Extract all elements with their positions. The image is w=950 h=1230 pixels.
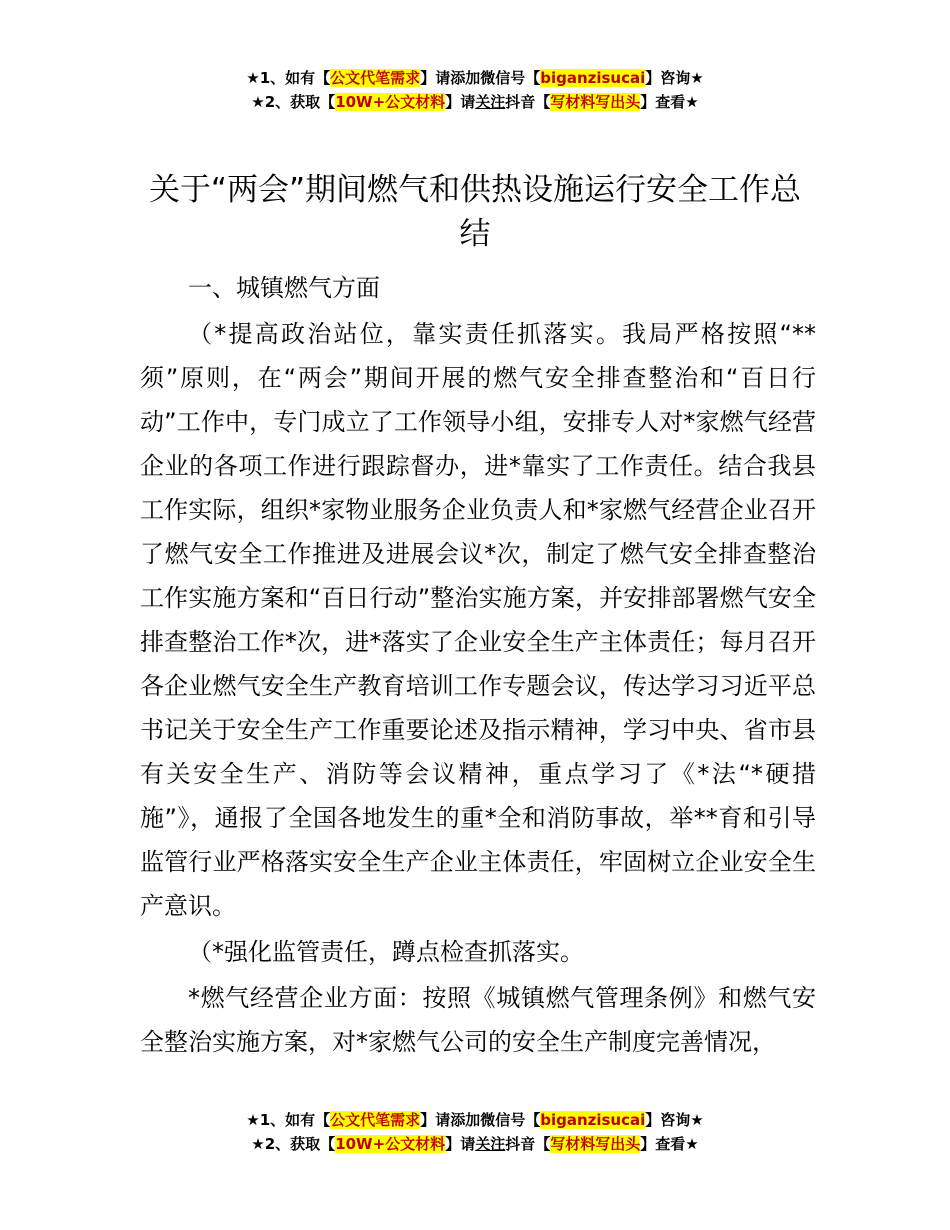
document-title: 关于“两会”期间燃气和供热设施运行安全工作总结 [148,172,802,252]
banner-line-2 [0,1132,950,1156]
banner-text: 】请 [445,1135,476,1153]
paragraph-2: （*强化监管责任，蹲点检查抓落实。 [188,938,584,966]
banner-text: 】请添加微信号【 [420,1111,541,1129]
banner-text: 抖音【 [505,1135,551,1153]
banner-text: 】查看★ [640,1135,699,1153]
banner-text: 2、获取【 [264,93,336,111]
paragraph-1: （*提高政治站位，靠实责任抓落实。我局严格按照“**须”原则，在“两会”期间开展的燃气安全排查整治和“百日行动”工作中，专门成立了工作领导小组，安排专人对*家燃气经营企业的各项工作进行跟踪督办，进*靠实了工作责任。结合我县工作实际，组织*家物业服务企业负责人和*家燃气经营企业召开了燃气安全工作推进及进展会议*次，制定了燃气安全排查整治工作实施方案和“百日行动”整治实施方案，并安排部署燃气安全排查整治工作*次，进*落实了企业安全生产主体责任；每月召开各企业燃气安全生产教育培训工作专题会议，传达学习习近平总书记关于安全生产工作重要论述及指示精神，学习中央、省市县有关安全生产、消防等会议精神，重点学习了《*法“*硬措施”》，通报了全国各地发生的重*全和消防事故，举**育和引导监管行业严格落实安全生产企业主体责任，牢固树立企业安全生产意识。 [140,320,816,920]
underline-follow: 关注 [475,1135,506,1153]
highlight-service: 公文代笔需求 [330,69,421,87]
banner-text: 】请添加微信号【 [420,69,541,87]
banner-text: 】请 [445,93,476,111]
highlight-materials: 10W+公文材料 [335,93,446,111]
highlight-douyin-account: 写材料写出头 [550,1135,641,1153]
banner-line-1 [0,66,950,90]
banner-text: 1、如有【 [259,1111,331,1129]
highlight-materials: 10W+公文材料 [335,1135,446,1153]
bottom-banner [0,1108,950,1156]
top-banner [0,66,950,114]
banner-line-2 [0,90,950,114]
highlight-wechat-id: biganzisucai [540,1111,646,1129]
paragraph-3: *燃气经营企业方面：按照《城镇燃气管理条例》和燃气安全整治实施方案，对*家燃气公司的安全生产制度完善情况， [140,984,816,1056]
document-body [140,266,816,1064]
banner-text: 抖音【 [505,93,551,111]
highlight-douyin-account: 写材料写出头 [550,93,641,111]
section-heading: 一、城镇燃气方面 [188,274,380,302]
star-icon: ★ [246,1111,260,1129]
banner-line-1 [0,1108,950,1132]
star-icon: ★ [246,69,260,87]
banner-text: 】咨询★ [645,1111,704,1129]
highlight-wechat-id: biganzisucai [540,69,646,87]
underline-follow: 关注 [475,93,506,111]
star-icon: ★ [251,1135,265,1153]
star-icon: ★ [251,93,265,111]
banner-text: 】查看★ [640,93,699,111]
banner-text: 2、获取【 [264,1135,336,1153]
highlight-service: 公文代笔需求 [330,1111,421,1129]
banner-text: 1、如有【 [259,69,331,87]
banner-text: 】咨询★ [645,69,704,87]
